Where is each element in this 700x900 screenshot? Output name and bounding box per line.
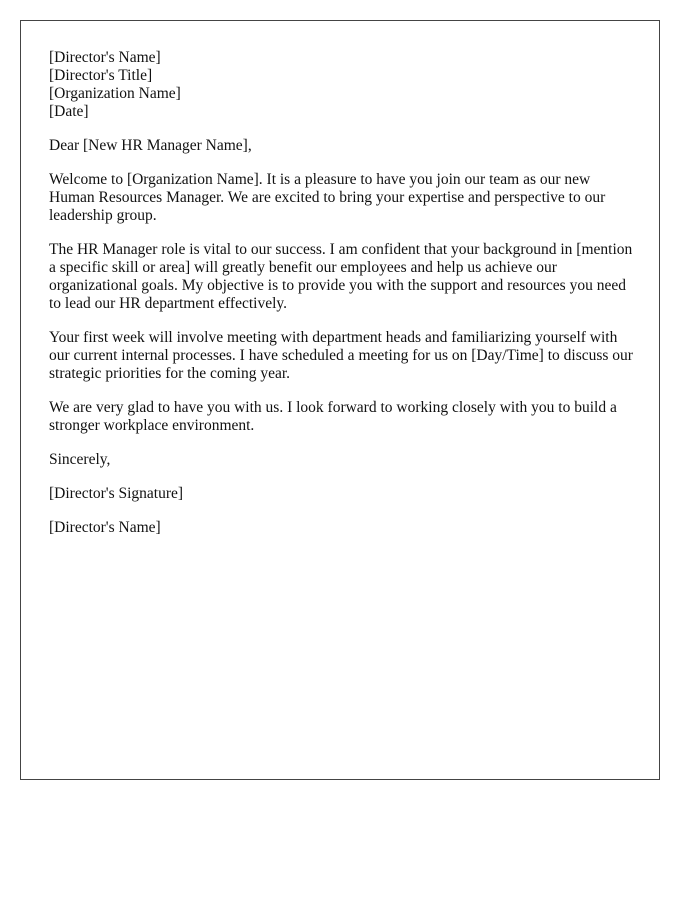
organization-name: [Organization Name] [49, 85, 181, 102]
closing: Sincerely, [49, 451, 111, 468]
letter-header [49, 49, 635, 121]
signoff-name: [Director's Name] [49, 519, 161, 536]
letter-page [20, 20, 660, 780]
paragraph-closing-remarks: We are very glad to have you with us. I look forward to working closely with you to build a stronger workplace environment. [49, 399, 617, 434]
paragraph-first-week: Your first week will involve meeting with department heads and familiarizing yourself with our current internal processes. I have scheduled a meeting for us on [Day/Time] to discuss our strategic priorities for the coming year. [49, 329, 633, 382]
director-name: [Director's Name] [49, 49, 161, 66]
paragraph-welcome: Welcome to [Organization Name]. It is a pleasure to have you join our team as our new Human Resources Manager. We are excited to bring your expertise and perspective to our leadership group. [49, 171, 606, 224]
letter-date: [Date] [49, 103, 89, 120]
signature: [Director's Signature] [49, 485, 184, 502]
director-title: [Director's Title] [49, 67, 153, 84]
salutation: Dear [New HR Manager Name], [49, 137, 252, 154]
letter-body [49, 49, 635, 553]
paragraph-role: The HR Manager role is vital to our success. I am confident that your background in [mention a specific skill or area] will greatly benefit our employees and help us achieve our organizational goals. My objective is to provide you with the support and resources you need to lead our HR department effectively. [49, 241, 633, 312]
